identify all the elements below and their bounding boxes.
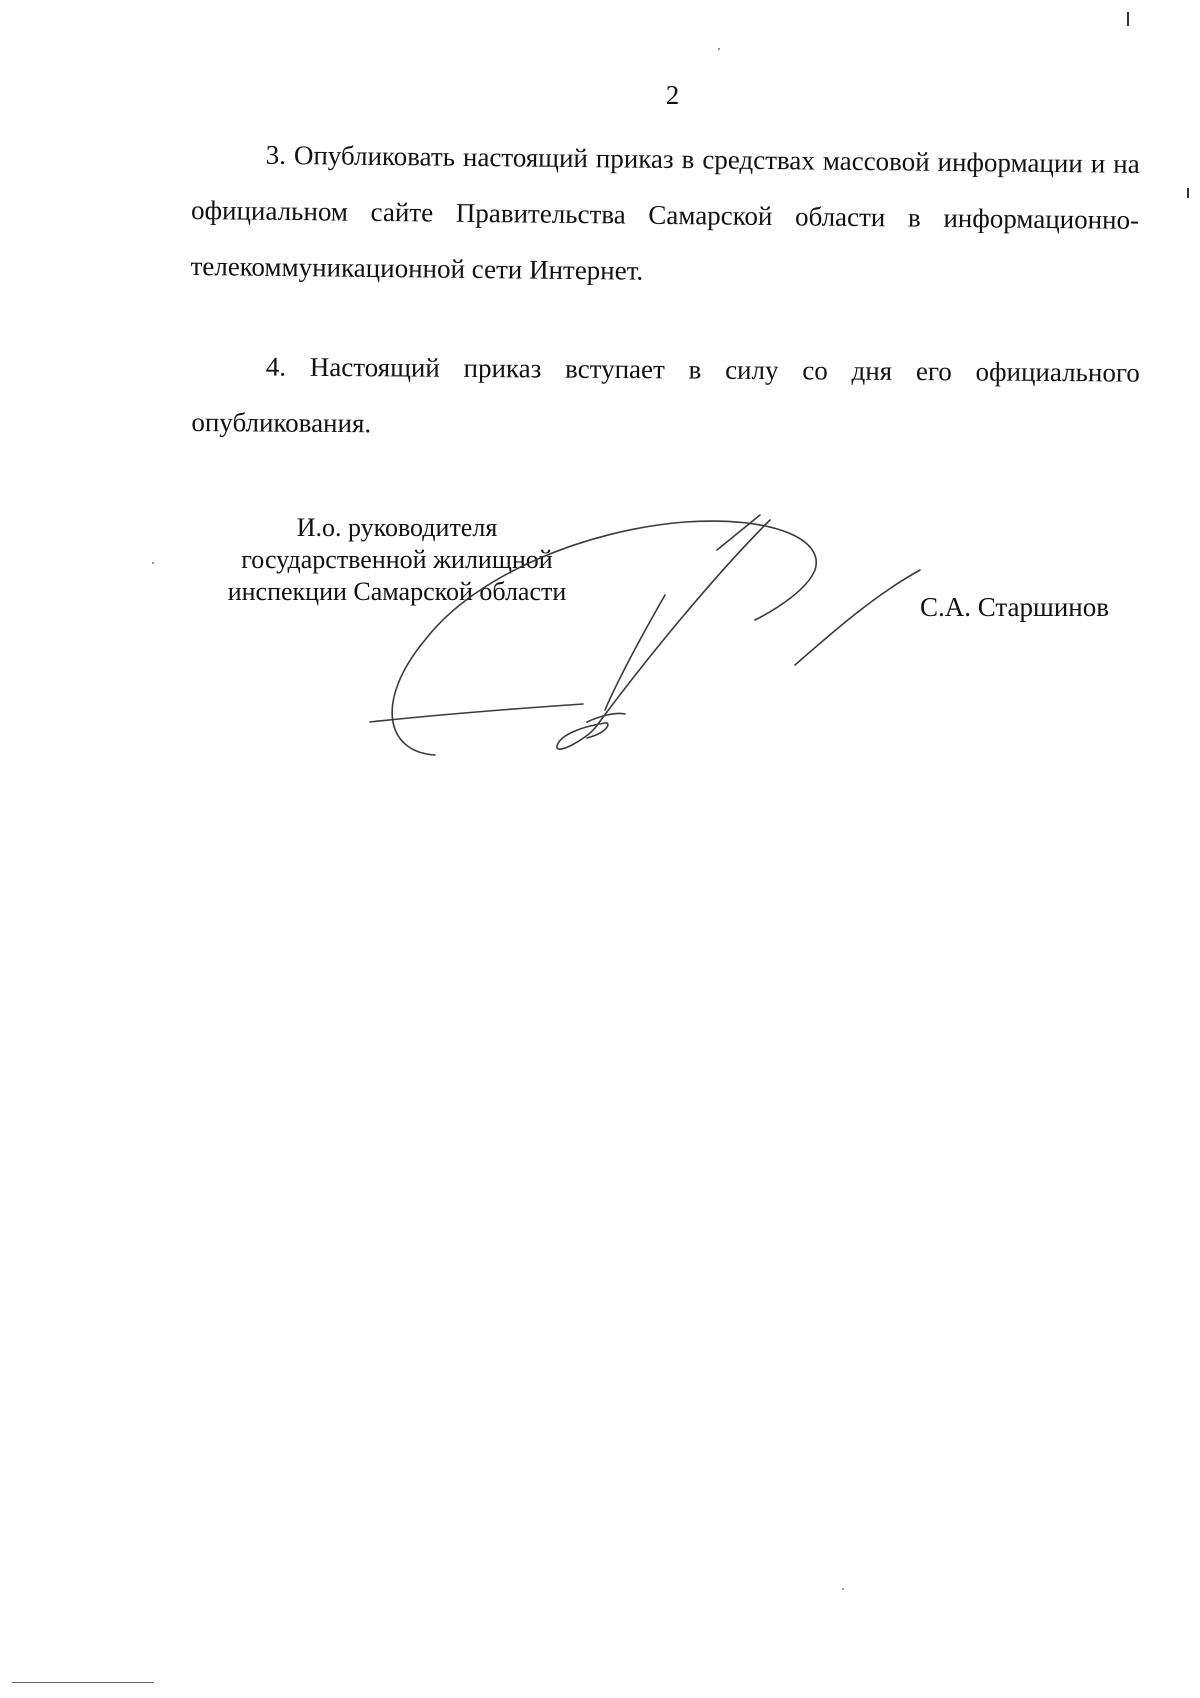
paragraph-4: 4. Настоящий приказ вступает в силу со дня его официального опубликования.	[191, 351, 1140, 439]
scan-artifact	[1187, 188, 1189, 198]
scan-artifact	[1127, 12, 1129, 26]
scan-dot	[152, 562, 154, 564]
handwritten-signature-icon	[355, 490, 935, 770]
scan-dot	[842, 1588, 844, 1590]
signer-position-line-1: И.о. руководителя	[296, 513, 498, 542]
page-number: 2	[665, 80, 680, 110]
signer-position-line-2: государственной жилищной	[241, 545, 553, 574]
paragraph-3: 3. Опубликовать настоящий приказ в средствах массовой информации и на официальном сайте Правительства Самарской области в информационно-телекоммуникационной сети Интернет.	[190, 139, 1140, 286]
signer-position-line-3: инспекции Самарской области	[227, 577, 567, 606]
scan-dot	[718, 48, 720, 50]
scan-artifact	[12, 1682, 154, 1683]
signer-name: С.А. Старшинов	[920, 592, 1109, 622]
